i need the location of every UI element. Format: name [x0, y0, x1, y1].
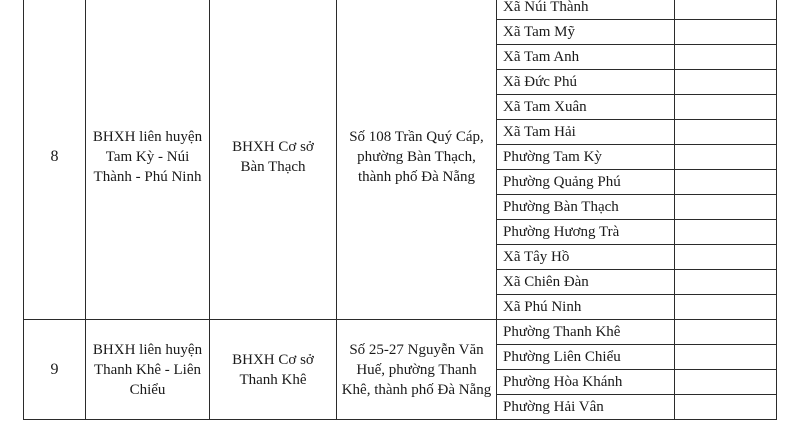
empty-cell — [675, 220, 777, 245]
empty-cell — [675, 395, 777, 420]
stt-cell: 9 — [24, 320, 86, 420]
address-cell — [337, 0, 497, 320]
ward-cell: Phường Bàn Thạch — [497, 195, 675, 220]
ward-cell: Phường Hải Vân — [497, 395, 675, 420]
ward-cell: Phường Liên Chiểu — [497, 345, 675, 370]
empty-cell — [675, 170, 777, 195]
stt-cell: 8 — [24, 0, 86, 320]
unit-name-cell — [86, 0, 210, 320]
empty-cell — [675, 45, 777, 70]
unit-name-line: BHXH liên huyện — [92, 341, 203, 358]
facility-line: BHXH Cơ sở — [232, 351, 314, 368]
empty-cell — [675, 345, 777, 370]
empty-cell — [675, 320, 777, 345]
empty-cell — [675, 120, 777, 145]
address-line: Số 25-27 Nguyễn Văn — [349, 341, 484, 358]
unit-name-line: BHXH liên huyện — [92, 129, 203, 145]
empty-cell — [675, 95, 777, 120]
ward-cell: Xã Phú Ninh — [497, 295, 675, 320]
empty-cell — [675, 145, 777, 170]
unit-name-line: Chiểu — [129, 381, 166, 398]
table-row — [24, 0, 777, 20]
ward-cell: Xã Chiên Đàn — [497, 270, 675, 295]
address-line: Số 108 Trần Quý Cáp, — [349, 129, 484, 145]
address-cell — [337, 320, 497, 420]
facility-cell — [210, 0, 337, 320]
ward-cell: Xã Tam Mỹ — [497, 20, 675, 45]
ward-cell: Xã Tây Hồ — [497, 245, 675, 270]
empty-cell — [675, 195, 777, 220]
facility-cell — [210, 320, 337, 420]
unit-name-cell — [86, 320, 210, 420]
ward-cell: Xã Núi Thành — [497, 0, 675, 20]
address-line: Huế, phường Thanh — [356, 361, 477, 378]
ward-cell: Xã Tam Xuân — [497, 95, 675, 120]
empty-cell — [675, 370, 777, 395]
ward-cell: Phường Quảng Phú — [497, 170, 675, 195]
office-ward-table — [23, 0, 777, 420]
facility-line: BHXH Cơ sở — [232, 139, 314, 155]
ward-cell: Xã Đức Phú — [497, 70, 675, 95]
unit-name-line: Tam Kỳ - Núi — [105, 149, 190, 165]
empty-cell — [675, 20, 777, 45]
facility-line: Bàn Thạch — [240, 159, 306, 175]
facility-line: Thanh Khê — [239, 371, 307, 388]
empty-cell — [675, 245, 777, 270]
empty-cell — [675, 0, 777, 20]
unit-name-line: Thành - Phú Ninh — [93, 169, 202, 185]
empty-cell — [675, 270, 777, 295]
ward-cell: Phường Thanh Khê — [497, 320, 675, 345]
address-line: thành phố Đà Nẵng — [357, 169, 476, 185]
ward-cell: Phường Hương Trà — [497, 220, 675, 245]
ward-cell: Phường Hòa Khánh — [497, 370, 675, 395]
table-row — [24, 320, 777, 345]
ward-cell: Xã Tam Hải — [497, 120, 675, 145]
address-line: phường Bàn Thạch, — [357, 149, 476, 165]
ward-cell: Phường Tam Kỳ — [497, 145, 675, 170]
empty-cell — [675, 295, 777, 320]
unit-name-line: Thanh Khê - Liên — [93, 361, 202, 378]
address-line: Khê, thành phố Đà Nẵng — [341, 381, 492, 398]
empty-cell — [675, 70, 777, 95]
ward-cell: Xã Tam Anh — [497, 45, 675, 70]
